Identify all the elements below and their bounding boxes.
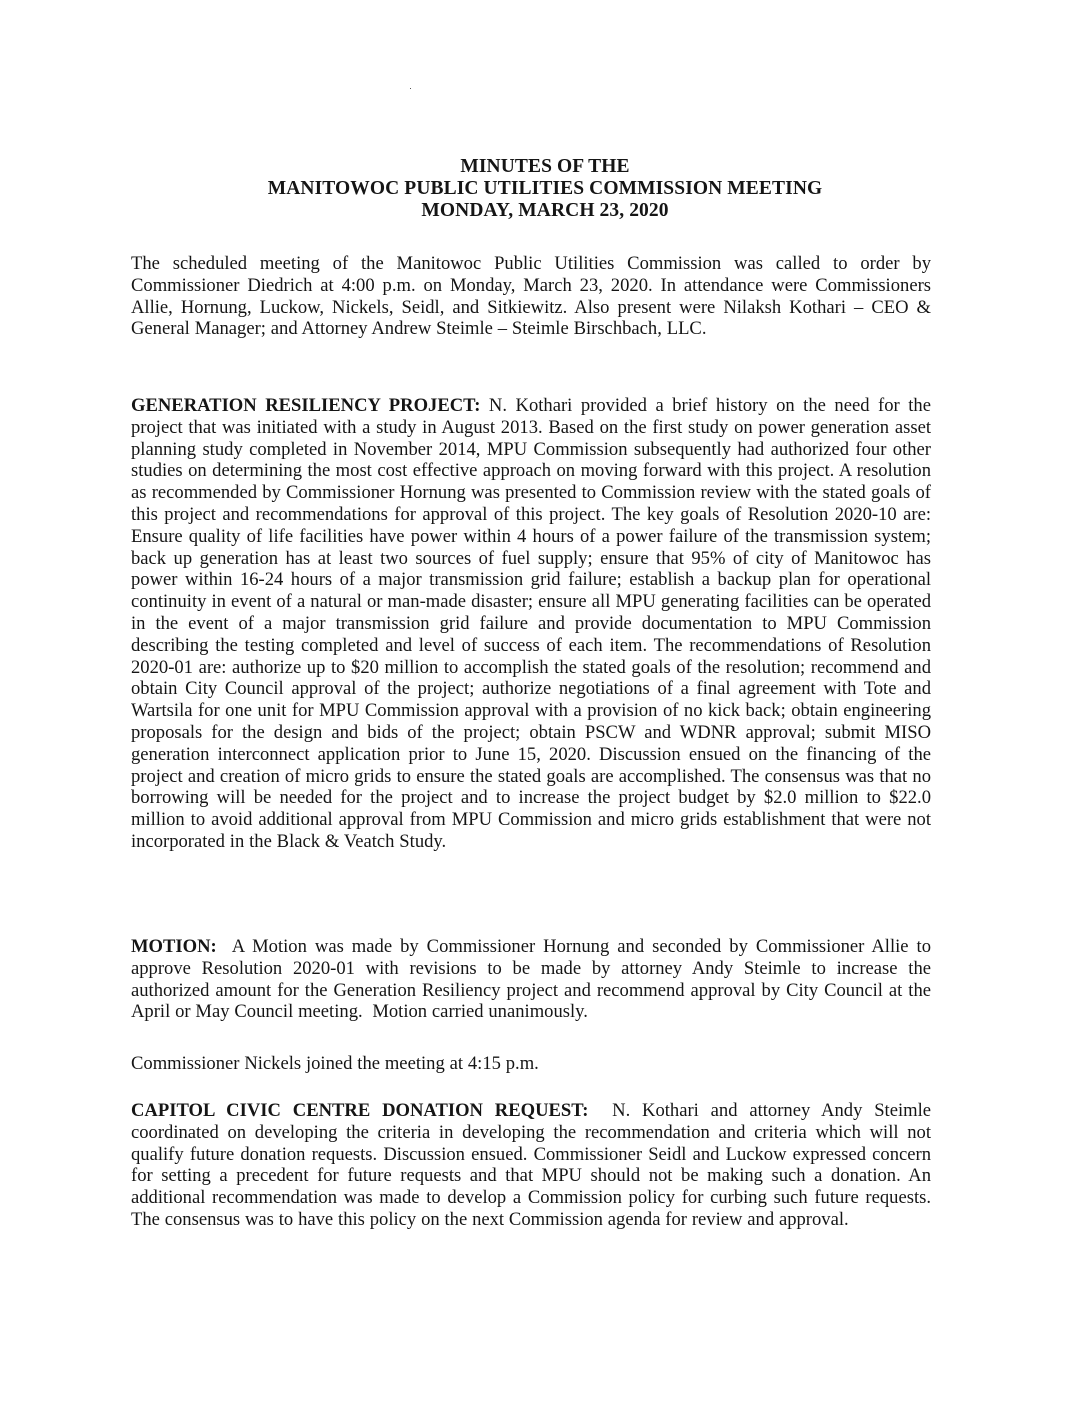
capitol-civic-centre-text: N. Kothari and attorney Andy Steimle coordinated on developing the criteria in developing the recommendation and criteria which will not qualify future donation requests. Discussion ensued. Commissioner Seidl and Luckow expressed concern for setting a precedent for future requests and that MPU should not be making such a donation. An additional recommendation was made to develop a Commission policy for curbing such future requests. The consensus was to have this policy on the next Commission agenda for review and approval. <box>131 1100 936 1230</box>
motion-heading: MOTION: <box>131 936 217 957</box>
document-title <box>130 156 960 222</box>
nickels-joined-paragraph <box>131 1053 931 1075</box>
nickels-joined-text: Commissioner Nickels joined the meeting at 4:15 p.m. <box>131 1053 539 1074</box>
motion-text: A Motion was made by Commissioner Hornung and seconded by Commissioner Allie to approve Resolution 2020-01 with revisions to be made by attorney Andy Steimle to increase the authorized amount for the Generation Resiliency project and recommend approval by City Council at the April or May Council meeting. Motion carried unanimously. <box>131 936 936 1023</box>
intro-text: The scheduled meeting of the Manitowoc Public Utilities Commission was called to order by Commissioner Diedrich at 4:00 p.m. on Monday, March 23, 2020. In attendance were Commissioners Allie, Hornung, Luckow, Nickels, Seidl, and Sitkiewitz. Also present were Nilaksh Kothari – CEO & General Manager; and Attorney Andrew Steimle – Steimle Birschbach, LLC. <box>131 253 931 340</box>
title-line-2: MANITOWOC PUBLIC UTILITIES COMMISSION MEETING <box>267 178 823 199</box>
generation-resiliency-paragraph <box>131 395 931 853</box>
title-line-1: MINUTES OF THE <box>460 156 630 177</box>
title-line-3: MONDAY, MARCH 23, 2020 <box>421 200 669 221</box>
generation-resiliency-text: N. Kothari provided a brief history on the need for the project that was initiated with a study in August 2013. Based on the first study on power generation asset planning study completed in November 2014, MPU Commission subsequently had authorized four other studies on determining the most cost effective approach on moving forward with this project. A resolution as recommended by Commissioner Hornung was presented to Commission review with the stated goals of this project and recommendations for approval of this project. The key goals of Resolution 2020-10 are: Ensure quality of life facilities have power within 4 hours of a power failure of the transmission system; back up generation has at least two sources of fuel supply; ensure that 95% of city of Manitowoc has power within 16-24 hours of a major transmission grid failure; establish a backup plan for operational continuity in event of a natural or man-made disaster; ensure all MPU generating facilities can be operated in the event of a major transmission grid failure and provide documentation to MPU Commission describing the testing completed and level of success of each item. The recommendations of Resolution 2020-01 are: authorize up to $20 million to accomplish the stated goals of the resolution; recommend and obtain City Council approval of the project; authorize negotiations of a final agreement with Tote and Wartsila for one unit for MPU Commission approval with a provision of no kick back; obtain engineering proposals for the design and bids of the project; obtain PSCW and WDNR approval; submit MISO generation interconnect application prior to June 15, 2020. Discussion ensued on the financing of the project and creation of micro grids to ensure the stated goals are accomplished. The consensus was that no borrowing will be needed for the project and to increase the project budget by $2.0 million to $22.0 million to avoid additional approval from MPU Commission and micro grids establishment that were not incorporated in the Black & Veatch Study. <box>131 395 931 852</box>
generation-resiliency-heading: GENERATION RESILIENCY PROJECT: <box>131 395 481 416</box>
intro-paragraph <box>131 253 931 340</box>
capitol-civic-centre-heading: CAPITOL CIVIC CENTRE DONATION REQUEST: <box>131 1100 589 1121</box>
capitol-civic-centre-paragraph <box>131 1100 936 1231</box>
motion-paragraph <box>131 936 936 1023</box>
scan-speck <box>410 88 411 89</box>
